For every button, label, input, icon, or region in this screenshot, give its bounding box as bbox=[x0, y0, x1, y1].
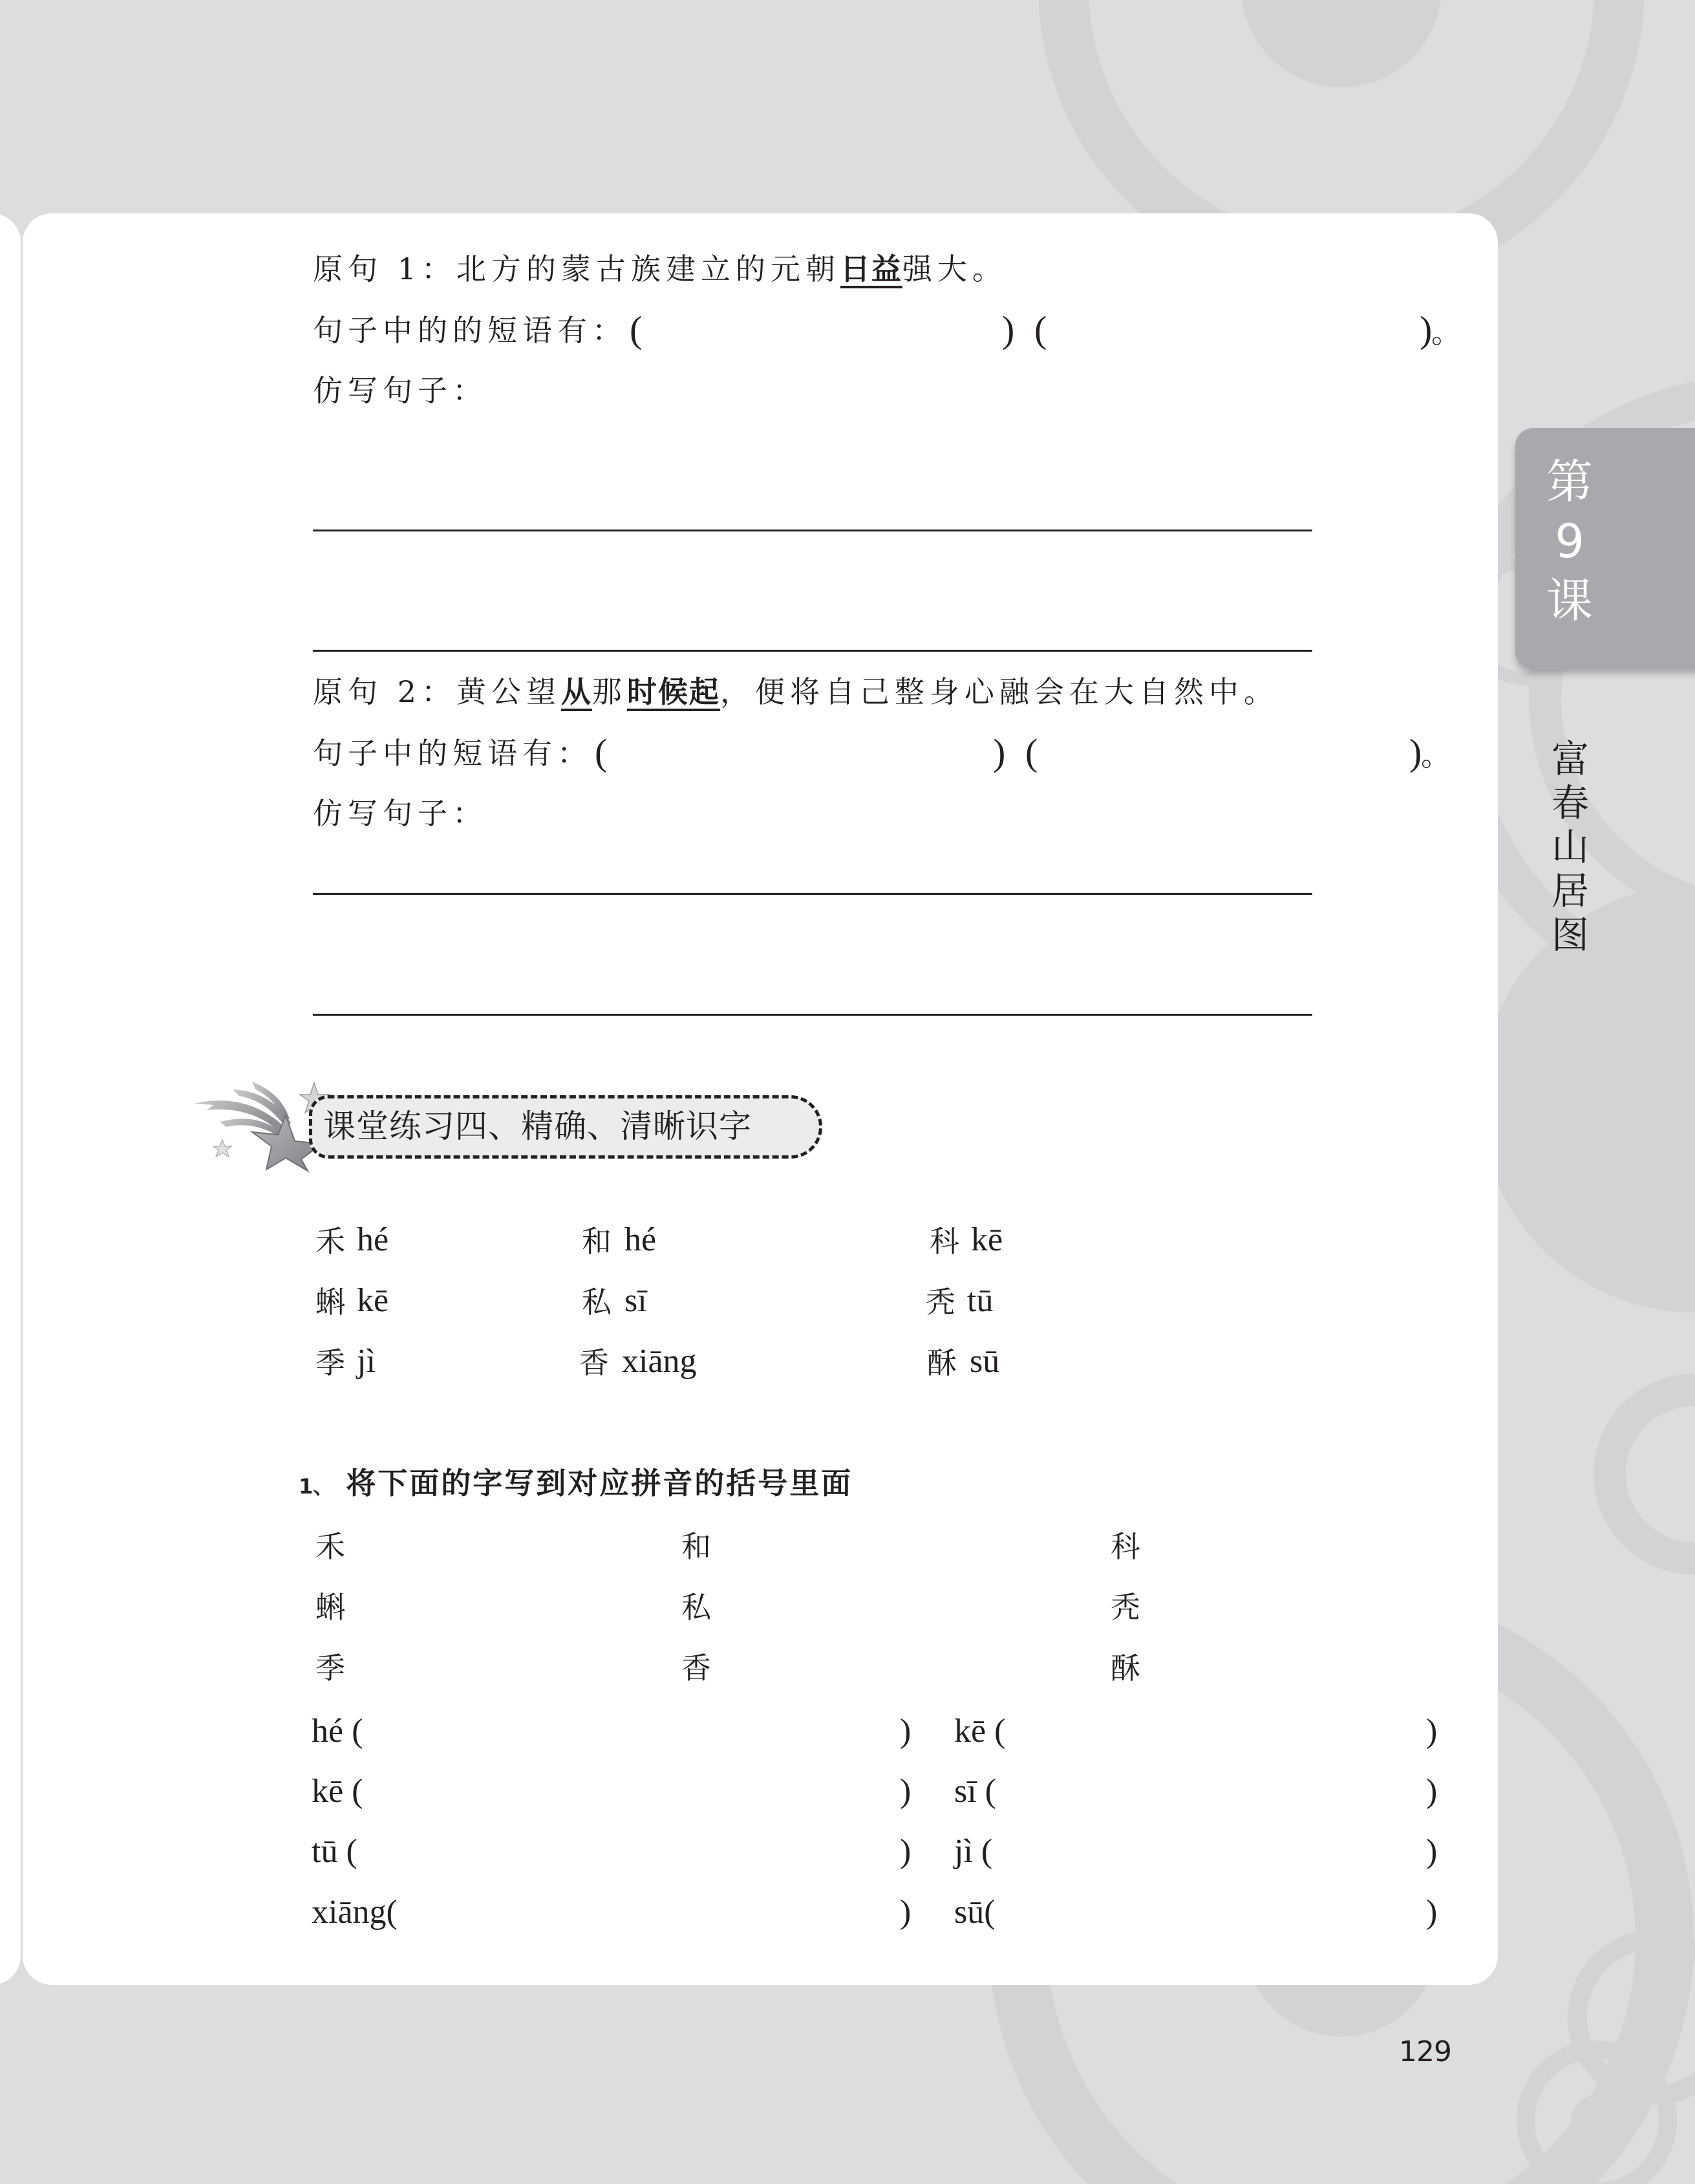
task1-title-text: 将下面的字写到对应拼音的括号里面 bbox=[346, 1466, 853, 1501]
task1-number: 1、 bbox=[299, 1474, 334, 1499]
sentence2-paren-close-2: ) bbox=[1409, 731, 1422, 773]
lesson-title-char: 春 bbox=[1551, 781, 1589, 825]
task1-char: 和 bbox=[681, 1529, 716, 1564]
sentence1-after: 强大。 bbox=[902, 252, 1007, 286]
sentence1-end-punct: 。 bbox=[1431, 315, 1466, 350]
answer-close-paren: ) bbox=[900, 1833, 911, 1870]
answer-blank[interactable] bbox=[375, 1713, 892, 1750]
sentence2-middle: 那 bbox=[592, 674, 627, 709]
sentence2-end-punct: 。 bbox=[1421, 738, 1456, 773]
task1-char: 秃 bbox=[1111, 1590, 1146, 1625]
answer-blank[interactable] bbox=[1028, 1713, 1416, 1750]
answer-blank[interactable] bbox=[1008, 1894, 1416, 1931]
answer-row-left-label: xiāng( bbox=[312, 1894, 398, 1931]
sentence2-label: 原句 2： bbox=[313, 674, 456, 709]
sentence1-writing-line-2[interactable] bbox=[313, 650, 1312, 652]
char: 季 bbox=[315, 1345, 350, 1380]
char: 酥 bbox=[927, 1345, 962, 1380]
lesson-tab-line: 第 bbox=[1546, 455, 1593, 509]
lesson-title-vertical bbox=[1541, 737, 1599, 957]
lesson-tab[interactable] bbox=[1515, 428, 1695, 669]
exercise4-heading: 课堂练习四、精确、清晰识字 bbox=[323, 1108, 752, 1145]
sentence1-paren-open-1: ( bbox=[630, 308, 643, 350]
sentence2-writing-line-2[interactable] bbox=[313, 1014, 1312, 1016]
task1-char: 蝌 bbox=[315, 1590, 350, 1625]
answer-row-left-label: tū ( bbox=[312, 1833, 357, 1870]
answer-blank[interactable] bbox=[1028, 1834, 1416, 1870]
answer-blank[interactable] bbox=[1028, 1773, 1416, 1810]
sentence2-phrase-blank-1[interactable] bbox=[608, 736, 983, 772]
pinyin: jì bbox=[357, 1343, 376, 1380]
char: 私 bbox=[582, 1285, 617, 1320]
lesson-title-char: 图 bbox=[1551, 913, 1589, 957]
pinyin: kē bbox=[971, 1221, 1003, 1258]
answer-close-paren: ) bbox=[1426, 1894, 1438, 1931]
answer-blank[interactable] bbox=[414, 1894, 892, 1931]
sentence2-original bbox=[313, 672, 1279, 711]
previous-page-edge bbox=[0, 213, 21, 1985]
answer-close-paren: ) bbox=[1426, 1773, 1438, 1810]
task1-title bbox=[299, 1464, 853, 1506]
answer-close-paren: ) bbox=[900, 1713, 911, 1750]
pinyin: sī bbox=[624, 1282, 647, 1319]
sentence1-paren-close-1: ) bbox=[1002, 308, 1015, 350]
lesson-tab-number: 9 bbox=[1555, 514, 1584, 568]
sentence2-after: ，便将自己整身心融会在大自然中。 bbox=[720, 674, 1279, 709]
sentence2-paren-open-2: ( bbox=[1025, 731, 1038, 773]
sentence1-paren-open-2: ( bbox=[1034, 308, 1047, 350]
pinyin: hé bbox=[357, 1221, 389, 1258]
char: 科 bbox=[930, 1224, 965, 1259]
task1-char: 酥 bbox=[1111, 1651, 1146, 1686]
sentence1-phrase-blank-1[interactable] bbox=[643, 313, 992, 349]
answer-row-left-label: hé ( bbox=[312, 1713, 363, 1750]
sentence2-paren-open-1: ( bbox=[595, 731, 608, 773]
char: 和 bbox=[582, 1224, 617, 1259]
task1-char: 私 bbox=[681, 1590, 716, 1625]
answer-blank[interactable] bbox=[375, 1773, 892, 1810]
sentence2-before: 黄公望 bbox=[456, 674, 561, 709]
sentence1-underlined-word: 日益 bbox=[840, 252, 902, 286]
sentence1-before: 北方的蒙古族建立的元朝 bbox=[456, 252, 840, 286]
answer-row-right-label: sū( bbox=[954, 1894, 996, 1931]
sentence1-original bbox=[313, 250, 1007, 288]
answer-row-left-label: kē ( bbox=[312, 1773, 363, 1810]
task1-char: 季 bbox=[315, 1651, 350, 1686]
answer-close-paren: ) bbox=[1426, 1713, 1438, 1750]
char: 秃 bbox=[926, 1285, 961, 1320]
sentence1-phrases-label: 句子中的的短语有： bbox=[313, 313, 627, 348]
task1-char: 禾 bbox=[315, 1529, 350, 1564]
lesson-title-char: 山 bbox=[1551, 825, 1589, 869]
sentence1-imitate-label: 仿写句子： bbox=[313, 373, 487, 408]
sentence2-underlined-word-a: 从 bbox=[560, 674, 592, 709]
lesson-title-char: 居 bbox=[1551, 869, 1589, 913]
lesson-title-char: 富 bbox=[1551, 737, 1589, 781]
sentence2-phrases-label: 句子中的短语有： bbox=[313, 736, 592, 771]
answer-row-right-label: jì ( bbox=[954, 1833, 993, 1870]
task1-char: 科 bbox=[1111, 1529, 1146, 1564]
pinyin: tū bbox=[967, 1282, 994, 1319]
lesson-tab-line: 课 bbox=[1546, 573, 1593, 628]
pinyin: sū bbox=[970, 1343, 1000, 1380]
answer-row-right-label: kē ( bbox=[954, 1713, 1006, 1750]
page-number: 129 bbox=[1399, 2035, 1451, 2068]
sentence2-phrase-blank-2[interactable] bbox=[1038, 736, 1400, 772]
char: 蝌 bbox=[315, 1285, 350, 1320]
sentence1-label: 原句 1： bbox=[313, 252, 456, 286]
task1-char: 香 bbox=[681, 1651, 716, 1686]
sentence1-phrase-blank-2[interactable] bbox=[1047, 313, 1409, 349]
pinyin: xiāng bbox=[622, 1343, 697, 1380]
pinyin: hé bbox=[624, 1221, 657, 1258]
sentence2-writing-line-1[interactable] bbox=[313, 893, 1312, 895]
answer-close-paren: ) bbox=[1426, 1833, 1438, 1870]
sentence2-paren-close-1: ) bbox=[993, 731, 1006, 773]
answer-close-paren: ) bbox=[900, 1894, 911, 1931]
answer-close-paren: ) bbox=[900, 1773, 911, 1810]
pinyin: kē bbox=[357, 1282, 389, 1319]
char: 禾 bbox=[315, 1224, 350, 1259]
char: 香 bbox=[579, 1345, 614, 1380]
sentence2-underlined-word-b: 时候起 bbox=[626, 674, 720, 709]
sentence2-imitate-label: 仿写句子： bbox=[313, 796, 487, 831]
sentence1-paren-close-2: ) bbox=[1420, 308, 1433, 350]
answer-row-right-label: sī ( bbox=[954, 1773, 996, 1810]
sentence1-writing-line-1[interactable] bbox=[313, 530, 1312, 531]
answer-blank[interactable] bbox=[375, 1834, 892, 1870]
